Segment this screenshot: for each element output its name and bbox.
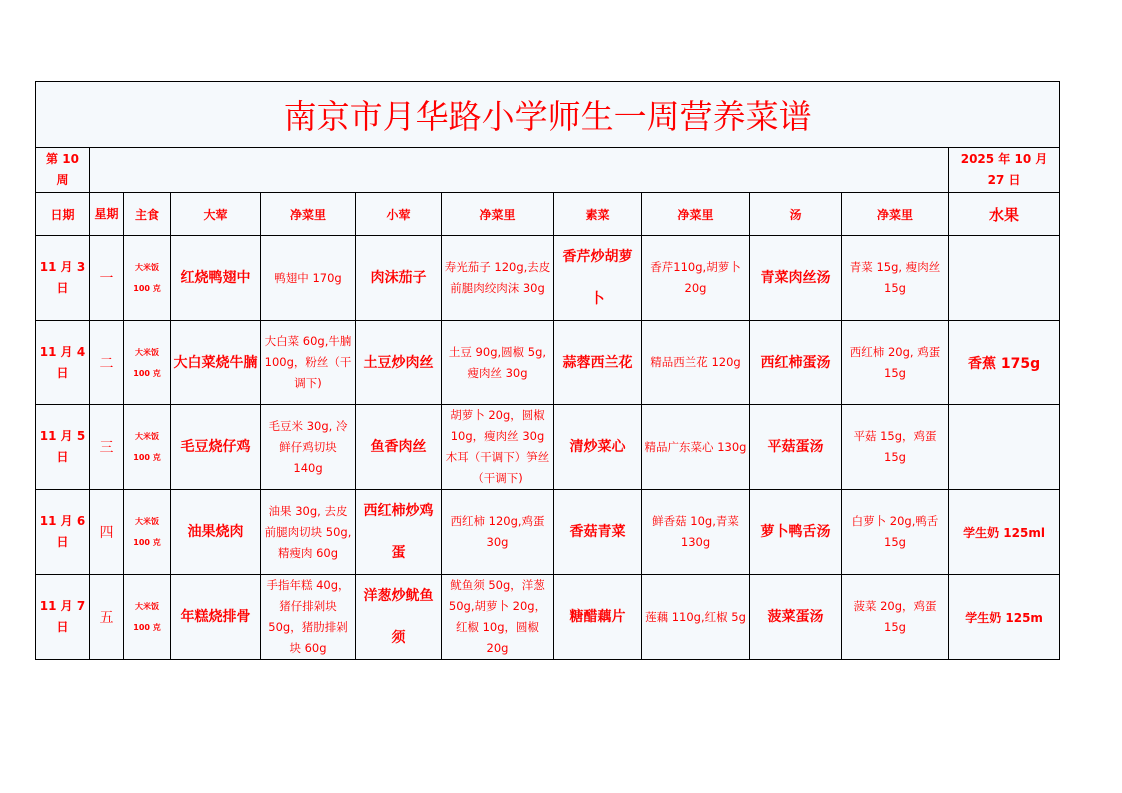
soup-detail-cell: 菠菜 20g，鸡蛋 15g: [842, 575, 949, 660]
big-meat-detail-cell: 油果 30g, 去皮前腿肉切块 50g,精瘦肉 60g: [261, 490, 356, 575]
date-cell: 11 月 6 日: [36, 490, 90, 575]
veg-cell: 清炒菜心: [554, 405, 642, 490]
table-row: [36, 321, 1060, 405]
table-row: [36, 490, 1060, 575]
header-weekday: 星期: [90, 193, 124, 236]
soup-cell: 萝卜鸭舌汤: [750, 490, 842, 575]
small-meat-cell: 肉沫茄子: [356, 236, 442, 321]
staple-cell: 大米饭 100 克: [124, 236, 171, 321]
soup-cell: 平菇蛋汤: [750, 405, 842, 490]
big-meat-cell: 毛豆烧仔鸡: [171, 405, 261, 490]
small-meat-detail-cell: 西红柿 120g,鸡蛋 30g: [442, 490, 554, 575]
veg-detail-cell: 精品广东菜心 130g: [642, 405, 750, 490]
header-row: [36, 193, 1060, 236]
soup-detail-cell: 白萝卜 20g,鸭舌 15g: [842, 490, 949, 575]
veg-cell: 糖醋藕片: [554, 575, 642, 660]
soup-detail-cell: 西红柿 20g, 鸡蛋 15g: [842, 321, 949, 405]
weekday-cell: 四: [90, 490, 124, 575]
big-meat-cell: 红烧鸭翅中: [171, 236, 261, 321]
veg-detail-cell: 精品西兰花 120g: [642, 321, 750, 405]
veg-detail-cell: 鲜香菇 10g,青菜 130g: [642, 490, 750, 575]
header-small-meat-detail: 净菜里: [442, 193, 554, 236]
header-small-meat: 小荤: [356, 193, 442, 236]
table-row: [36, 236, 1060, 321]
blank-cell: [90, 148, 949, 193]
fruit-cell: 香蕉 175g: [949, 321, 1060, 405]
header-veg: 素菜: [554, 193, 642, 236]
big-meat-cell: 油果烧肉: [171, 490, 261, 575]
veg-detail-cell: 香芹110g,胡萝卜 20g: [642, 236, 750, 321]
table-row: [36, 405, 1060, 490]
small-meat-detail-cell: 寿光茄子 120g,去皮前腿肉绞肉沫 30g: [442, 236, 554, 321]
date-cell: 11 月 5 日: [36, 405, 90, 490]
soup-detail-cell: 青菜 15g, 瘦肉丝 15g: [842, 236, 949, 321]
veg-cell: 蒜蓉西兰花: [554, 321, 642, 405]
small-meat-cell: 鱼香肉丝: [356, 405, 442, 490]
staple-cell: 大米饭 100 克: [124, 490, 171, 575]
big-meat-cell: 大白菜烧牛腩: [171, 321, 261, 405]
fruit-cell: [949, 405, 1060, 490]
header-date: 日期: [36, 193, 90, 236]
small-meat-detail-cell: 胡萝卜 20g，圆椒 10g，瘦肉丝 30g 木耳（干调下）笋丝（干调下): [442, 405, 554, 490]
header-soup: 汤: [750, 193, 842, 236]
header-big-meat: 大荤: [171, 193, 261, 236]
staple-cell: 大米饭 100 克: [124, 575, 171, 660]
big-meat-cell: 年糕烧排骨: [171, 575, 261, 660]
big-meat-detail-cell: 大白菜 60g,牛腩 100g，粉丝（干调下): [261, 321, 356, 405]
fruit-cell: [949, 236, 1060, 321]
soup-detail-cell: 平菇 15g，鸡蛋 15g: [842, 405, 949, 490]
table-body: [36, 236, 1060, 660]
weekday-cell: 一: [90, 236, 124, 321]
small-meat-cell: 土豆炒肉丝: [356, 321, 442, 405]
publish-date: 2025 年 10 月 27 日: [949, 148, 1060, 193]
small-meat-detail-cell: 土豆 90g,圆椒 5g,瘦肉丝 30g: [442, 321, 554, 405]
date-cell: 11 月 4 日: [36, 321, 90, 405]
small-meat-cell: 洋葱炒鱿鱼须: [356, 575, 442, 660]
small-meat-detail-cell: 鱿鱼须 50g，洋葱 50g,胡萝卜 20g，红椒 10g，圆椒 20g: [442, 575, 554, 660]
date-cell: 11 月 3 日: [36, 236, 90, 321]
soup-cell: 菠菜蛋汤: [750, 575, 842, 660]
weekday-cell: 三: [90, 405, 124, 490]
fruit-cell: 学生奶 125m: [949, 575, 1060, 660]
small-meat-cell: 西红柿炒鸡蛋: [356, 490, 442, 575]
fruit-cell: 学生奶 125ml: [949, 490, 1060, 575]
weekday-cell: 二: [90, 321, 124, 405]
soup-cell: 西红柿蛋汤: [750, 321, 842, 405]
week-number: 第 10 周: [36, 148, 90, 193]
veg-cell: 香芹炒胡萝卜: [554, 236, 642, 321]
weekday-cell: 五: [90, 575, 124, 660]
veg-detail-cell: 莲藕 110g,红椒 5g: [642, 575, 750, 660]
header-big-meat-detail: 净菜里: [261, 193, 356, 236]
header-soup-detail: 净菜里: [842, 193, 949, 236]
header-fruit: 水果: [949, 193, 1060, 236]
date-cell: 11 月 7 日: [36, 575, 90, 660]
page-title: 南京市月华路小学师生一周营养菜谱: [36, 82, 1060, 148]
big-meat-detail-cell: 鸭翅中 170g: [261, 236, 356, 321]
big-meat-detail-cell: 手指年糕 40g，猪仔排剁块 50g，猪肋排剁块 60g: [261, 575, 356, 660]
header-staple: 主食: [124, 193, 171, 236]
staple-cell: 大米饭 100 克: [124, 405, 171, 490]
menu-table: [35, 81, 1060, 660]
table-row: [36, 575, 1060, 660]
header-veg-detail: 净菜里: [642, 193, 750, 236]
veg-cell: 香菇青菜: [554, 490, 642, 575]
big-meat-detail-cell: 毛豆米 30g, 冷鲜仔鸡切块 140g: [261, 405, 356, 490]
staple-cell: 大米饭 100 克: [124, 321, 171, 405]
soup-cell: 青菜肉丝汤: [750, 236, 842, 321]
